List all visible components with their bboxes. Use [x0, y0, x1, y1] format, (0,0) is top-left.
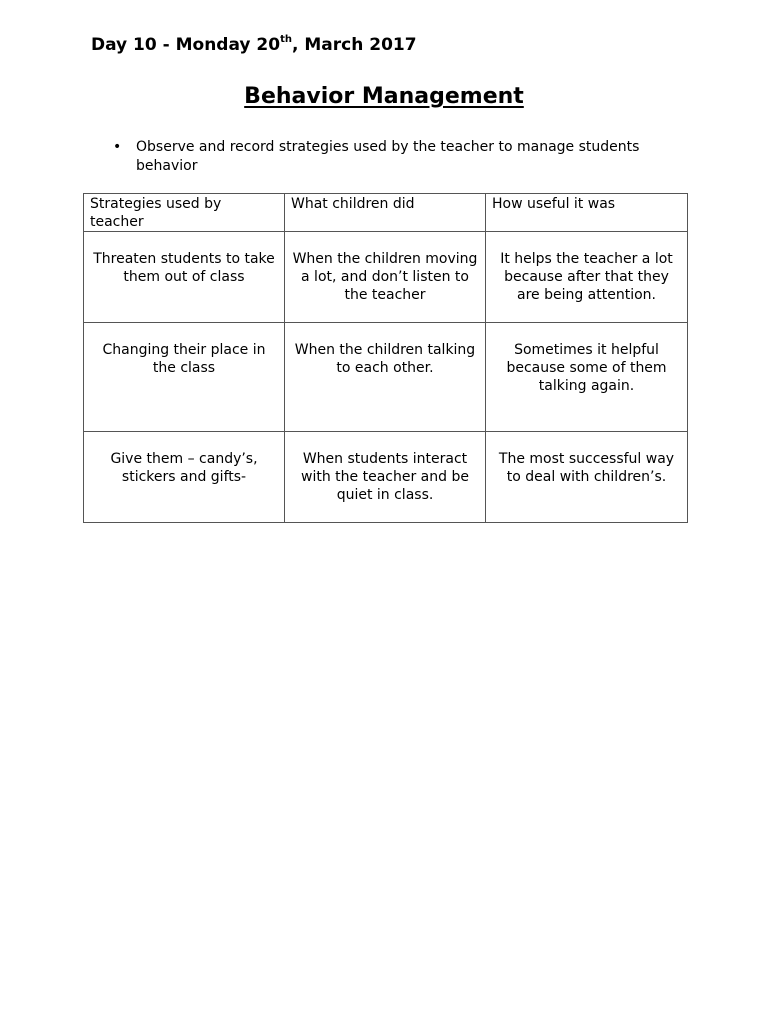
column-header-children: What children did: [285, 194, 486, 232]
table-cell: Threaten students to take them out of class: [84, 232, 285, 323]
day-heading-suffix: , March 2017: [292, 35, 417, 55]
table-row: [84, 232, 688, 323]
bullet-icon: •: [113, 139, 122, 155]
table-cell: It helps the teacher a lot because after that they are being attention.: [486, 232, 688, 323]
column-header-usefulness: How useful it was: [486, 194, 688, 232]
table-cell: The most successful way to deal with children’s.: [486, 432, 688, 523]
table-row: [84, 323, 688, 432]
list-item: [110, 138, 690, 176]
instruction-list: [110, 138, 690, 176]
day-heading: [91, 35, 417, 55]
table-cell: When the children moving a lot, and don’t listen to the teacher: [285, 232, 486, 323]
table-cell: Give them – candy’s, stickers and gifts-: [84, 432, 285, 523]
table-header-row: [84, 194, 688, 232]
table-cell: Sometimes it helpful because some of them talking again.: [486, 323, 688, 432]
instruction-text: Observe and record strategies used by the teacher to manage students behavior: [136, 139, 640, 174]
table-cell: Changing their place in the class: [84, 323, 285, 432]
observation-table: [83, 193, 688, 523]
table-row: [84, 432, 688, 523]
page-title: Behavior Management: [244, 84, 524, 109]
table-cell: When students interact with the teacher and be quiet in class.: [285, 432, 486, 523]
day-heading-prefix: Day 10 - Monday 20: [91, 35, 281, 55]
column-header-strategies: Strategies used by teacher: [84, 194, 285, 232]
day-heading-superscript: th: [280, 34, 292, 46]
table-cell: When the children talking to each other.: [285, 323, 486, 432]
